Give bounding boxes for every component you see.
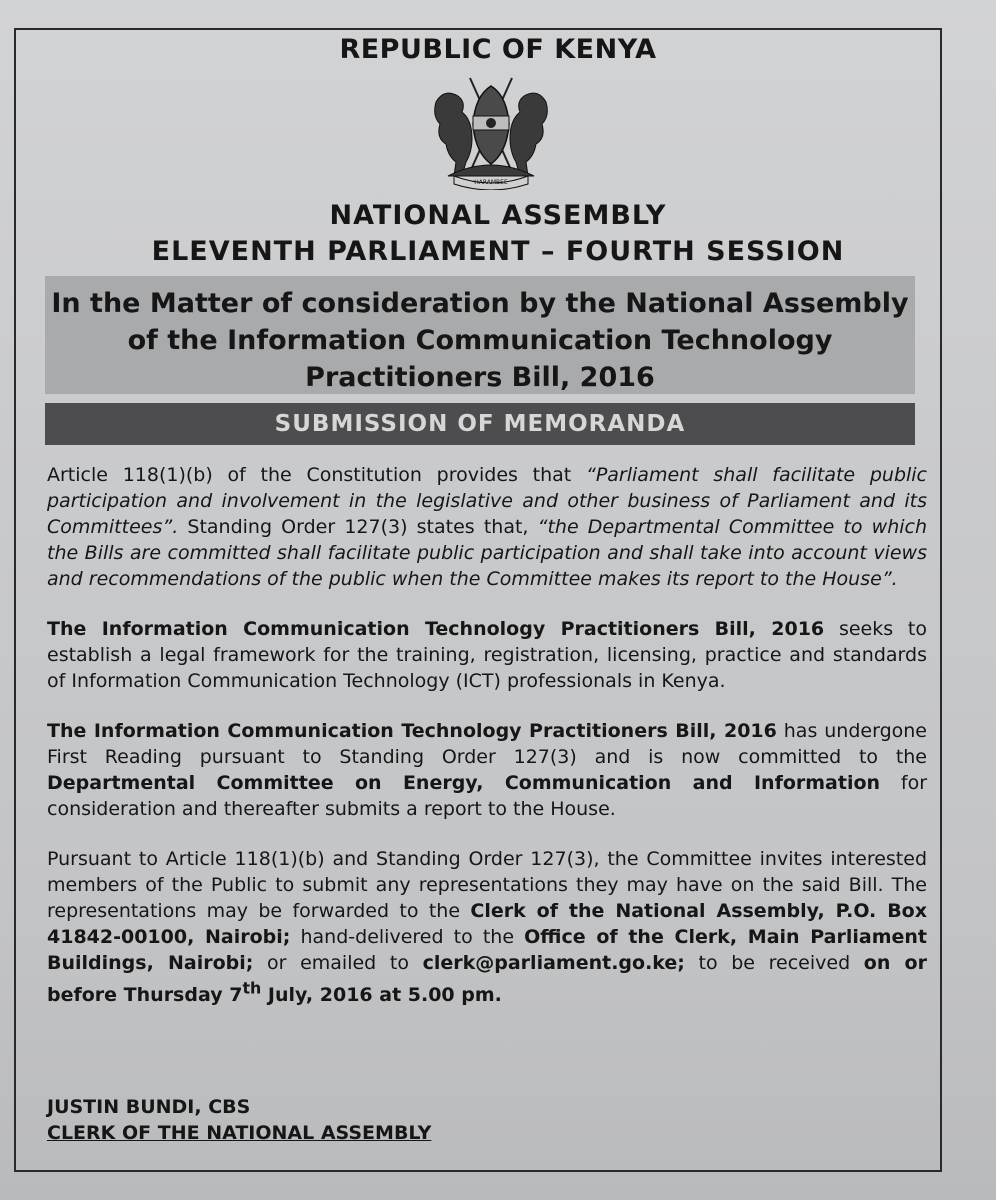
text-span: for consideration and thereafter submits a report to the House.: [47, 772, 928, 820]
ordinal-suffix: th: [242, 979, 262, 998]
signatory-name: JUSTIN BUNDI, CBS: [47, 1096, 251, 1118]
committee-name: Departmental Committee on Energy, Communication and Information: [47, 772, 881, 794]
text-span: hand-delivered to the: [290, 926, 525, 948]
matter-heading-box: [45, 276, 915, 394]
section-title-bar: SUBMISSION OF MEMORANDA: [45, 403, 915, 445]
text-span: Pursuant to Article 118(1)(b) and Standing Order 127(3), the Committee invites interested members of the Public to submit any representations they may have on the said Bill. The representations may be forwarded to the: [47, 848, 927, 922]
bill-name: The Information Communication Technology Practitioners Bill, 2016: [47, 720, 777, 742]
paragraph-submission: [47, 846, 927, 1008]
signatory-title: CLERK OF THE NATIONAL ASSEMBLY: [47, 1122, 432, 1144]
notice-body: [47, 462, 927, 1032]
deadline-time: July, 2016 at 5.00 pm.: [261, 984, 502, 1007]
deadline-date: on or before Thursday 7: [47, 952, 927, 1007]
republic-heading: REPUBLIC OF KENYA: [339, 34, 657, 65]
assembly-line-1: NATIONAL ASSEMBLY: [329, 200, 667, 231]
postal-address: Clerk of the National Assembly, P.O. Box 41842-00100, Nairobi;: [47, 900, 927, 948]
matter-line-1: In the Matter of consideration by the National Assembly: [51, 288, 909, 319]
email-address: clerk@parliament.go.ke;: [422, 952, 685, 974]
bill-name: The Information Communication Technology Practitioners Bill, 2016: [47, 618, 825, 640]
text-span: to be received: [684, 952, 864, 974]
paragraph-first-reading: [47, 718, 927, 822]
assembly-heading: [0, 198, 996, 270]
paragraph-constitution: [47, 462, 927, 592]
assembly-line-2: ELEVENTH PARLIAMENT – FOURTH SESSION: [151, 236, 845, 267]
matter-line-3: Practitioners Bill, 2016: [305, 362, 655, 393]
text-span: Article 118(1)(b) of the Constitution provides that: [47, 464, 586, 486]
text-span: or emailed to: [253, 952, 423, 974]
matter-line-2: of the Information Communication Technology: [127, 325, 833, 356]
quote-constitution: “Parliament shall facilitate public participation and involvement in the legislative and other business of Parliament and its Committees”.: [47, 464, 928, 538]
emblem-motto: HARAMBEE: [474, 179, 508, 186]
quote-standing-order: “the Departmental Committee to which the Bills are committed shall facilitate public participation and shall take into account views and recommendations of the public when the Committee makes its report to the House”.: [47, 516, 928, 590]
signature-block: [47, 1094, 431, 1146]
coat-of-arms-emblem: [426, 72, 556, 190]
paragraph-bill-purpose: [47, 616, 927, 694]
text-span: Standing Order 127(3) states that,: [178, 516, 538, 538]
text-span: has undergone First Reading pursuant to Standing Order 127(3) and is now committed to the: [47, 720, 927, 768]
office-address: Office of the Clerk, Main Parliament Buildings, Nairobi;: [47, 926, 927, 974]
text-span: seeks to establish a legal framework for the training, registration, licensing, practice and standards of Information Communication Technology (ICT) professionals in Kenya.: [47, 618, 927, 692]
